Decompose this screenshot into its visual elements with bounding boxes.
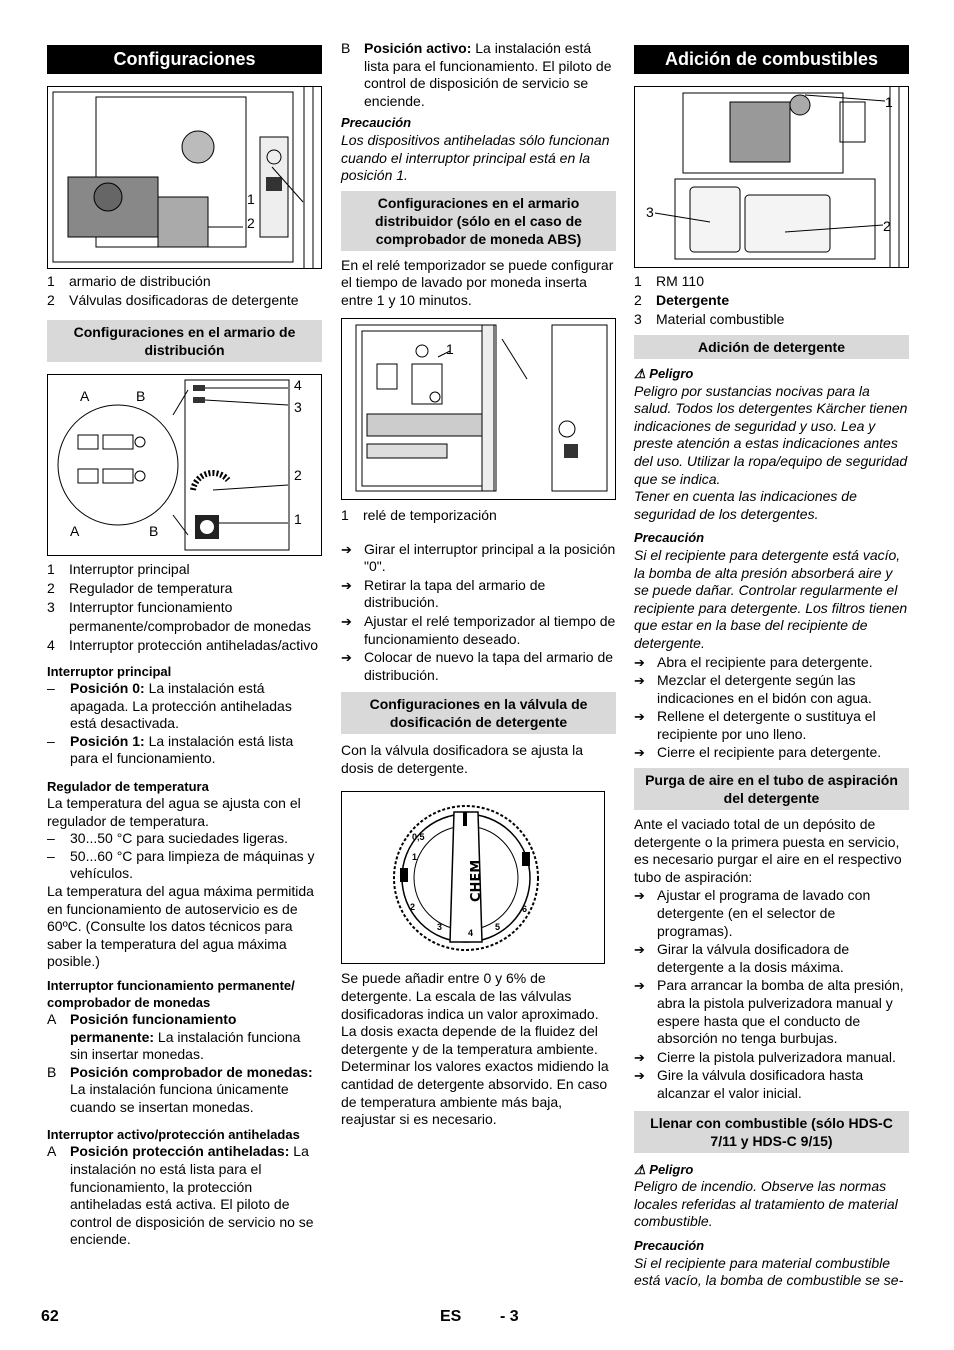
- arrow-icon: ➔: [634, 654, 645, 670]
- paragraph: Ante el vaciado total de un depósito de detergente o la primera puesta en servicio, es necesario purgar el aire en el respectivo tubo de aspiración:: [634, 816, 902, 885]
- column-3: [634, 40, 909, 1290]
- step-item: ➔ Rellene el detergente o sustituya el recipiente por uno lleno.: [634, 708, 876, 742]
- warning-icon: ⚠: [634, 366, 646, 381]
- section-title-configuraciones: Configuraciones: [47, 45, 322, 74]
- paragraph: Se puede añadir entre 0 y 6% de detergente. La escala de las válvulas dosificadoras indica un valor aproximado. La dosis exacta depende de la fluidez del detergente y de la temperatura ambiente. Determinar los valores exactos midiendo la cantidad de detergente absorvido. En caso de temperatura ambiente más baja, reajustar si es necesario.: [341, 970, 609, 1128]
- column-1: [47, 40, 322, 1249]
- page-number: 62: [41, 1308, 59, 1325]
- danger-text: Peligro de incendio. Observe las normas locales referidas al tratamiento de material combustible.: [634, 1178, 898, 1230]
- language-code: ES: [440, 1308, 462, 1325]
- caution-text: Si el recipiente para detergente está vacío, la bomba de alta presión absorberá aire y se puede dañar. Controlar regularmente el recipiente para detergente. Los filtros tienen que estar en la base del recipiente de detergente.: [634, 546, 908, 651]
- fig2-label-2: 2: [294, 467, 302, 483]
- step-item: ➔ Colocar de nuevo la tapa del armario de distribución.: [341, 649, 614, 683]
- fig2-label-1: 1: [294, 511, 302, 527]
- legend-item: 4 Interruptor protección antiheladas/activo: [47, 637, 319, 653]
- figure-tanks: [634, 86, 909, 268]
- paragraph: La temperatura del agua máxima permitida en funcionamiento de autoservicio es de 60ºC. (Consulte los datos técnicos para saber la temperatura del agua máxima posible.): [47, 882, 314, 970]
- list-item: B Posición activo: La instalación está lista para el funcionamiento. El piloto de control de disposición de servicio se enciende.: [341, 40, 612, 109]
- step-item: ➔ Abra el recipiente para detergente.: [634, 653, 873, 670]
- dial-mark: 0,5: [412, 832, 425, 843]
- step-item: ➔ Retirar la tapa del armario de distribución.: [341, 576, 546, 611]
- dial-brand: CHEM: [469, 860, 484, 903]
- subsection-valvula: Configuraciones en la válvula de dosificación de detergente: [341, 692, 616, 734]
- column-2: [341, 40, 616, 1129]
- step-item: ➔ Girar la válvula dosificadora de detergente a la dosis máxima.: [634, 941, 850, 975]
- arrow-icon: ➔: [634, 709, 645, 725]
- danger-label: ⚠ Peligro: [634, 1161, 694, 1177]
- figure-switch-panel: [47, 374, 322, 556]
- subsection-armario: Configuraciones en el armario de distribución: [47, 320, 322, 362]
- step-item: ➔ Cierre la pistola pulverizadora manual.: [634, 1048, 896, 1065]
- list-item: – Posición 1: La instalación está lista para el funcionamiento.: [47, 732, 294, 767]
- warning-icon: ⚠: [634, 1161, 646, 1177]
- page-sub-number: - 3: [500, 1308, 519, 1325]
- paragraph: Con la válvula dosificadora se ajusta la dosis de detergente.: [341, 742, 584, 776]
- list-item: – 30...50 °C para suciedades ligeras.: [47, 830, 289, 847]
- fig4-label-1: 1: [885, 94, 893, 110]
- arrow-icon: ➔: [341, 577, 352, 593]
- step-item: ➔ Ajustar el programa de lavado con detergente (en el selector de programas).: [634, 887, 871, 939]
- list-item: – Posición 0: La instalación está apagada. La protección antiheladas está desactivada.: [47, 680, 292, 732]
- legend-item: 3 Interruptor funcionamiento permanente/comprobador de monedas: [47, 599, 312, 634]
- danger-label: ⚠ Peligro: [634, 366, 694, 381]
- step-item: ➔ Para arrancar la bomba de alta presión, abra la pistola pulverizadora manual y espere hasta que el conducto de absorción no tenga burbujas.: [634, 977, 904, 1047]
- dial-mark: 2: [410, 902, 416, 913]
- dial-mark: 3: [437, 922, 443, 933]
- legend-item: 2 Válvulas dosificadoras de detergente: [47, 292, 299, 308]
- fig4-label-2: 2: [883, 218, 891, 234]
- figure-dosing-dial: [341, 791, 605, 964]
- fig2-label-a1: A: [80, 388, 90, 404]
- subsection-llenar: Llenar con combustible (sólo HDS-C 7/11 y HDS-C 9/15): [634, 1111, 909, 1153]
- heading-interruptor-funcionamiento: Interruptor funcionamiento permanente/ comprobador de monedas: [47, 977, 295, 1010]
- paragraph: La temperatura del agua se ajusta con el regulador de temperatura.: [47, 794, 301, 829]
- figure-legend-3: [341, 506, 616, 525]
- fig2-label-b2: B: [149, 523, 159, 539]
- arrow-icon: ➔: [634, 1068, 645, 1084]
- caution-text: Si el recipiente para material combustible está vacío, la bomba de combustible se se-: [634, 1254, 904, 1289]
- fig2-label-3: 3: [294, 399, 302, 415]
- caution-label: Precaución: [634, 530, 705, 546]
- legend-item: 2 Regulador de temperatura: [47, 580, 233, 596]
- step-item: ➔ Mezclar el detergente según las indicaciones en el bidón con agua.: [634, 672, 872, 706]
- subsection-abs: Configuraciones en el armario distribuidor (sólo en el caso de comprobador de moneda ABS): [341, 191, 616, 251]
- dial-mark: 1: [412, 852, 418, 863]
- heading-interruptor-activo: Interruptor activo/protección antiheladas: [47, 1127, 300, 1143]
- list-item: B Posición comprobador de monedas: La instalación funciona únicamente cuando se insertan monedas.: [47, 1063, 313, 1115]
- figure-legend-1: [47, 272, 322, 310]
- legend-item: 1 relé de temporización: [341, 506, 497, 523]
- arrow-icon: ➔: [341, 613, 352, 629]
- danger-text: Tener en cuenta las indicaciones de seguridad de los detergentes.: [634, 488, 857, 522]
- steps-list: [634, 654, 909, 763]
- arrow-icon: ➔: [341, 541, 352, 557]
- caution-text: Los dispositivos antiheladas sólo funcionan cuando el interruptor principal está en la posición 1.: [341, 131, 610, 184]
- subsection-purga: Purga de aire en el tubo de aspiración del detergente: [634, 768, 909, 810]
- step-item: ➔ Ajustar el relé temporizador al tiempo de funcionamiento deseado.: [341, 612, 616, 647]
- figure-machine-overview: [47, 86, 322, 269]
- arrow-icon: ➔: [634, 745, 645, 761]
- fig4-label-3: 3: [646, 204, 654, 220]
- arrow-icon: ➔: [634, 888, 645, 904]
- heading-interruptor-principal: Interruptor principal: [47, 664, 172, 679]
- dosing-dial-illustration: [342, 792, 604, 963]
- fig3-label-1: 1: [446, 340, 454, 357]
- heading-regulador: Regulador de temperatura: [47, 778, 209, 794]
- steps-list: [634, 887, 909, 1102]
- paragraph: En el relé temporizador se puede configurar el tiempo de lavado por moneda inserta entre 1 y 10 minutos.: [341, 256, 614, 308]
- figure-relay-cabinet: [341, 318, 616, 500]
- subsection-detergente: Adición de detergente: [634, 335, 909, 359]
- figure-legend-2: [47, 560, 322, 655]
- arrow-icon: ➔: [341, 650, 352, 666]
- step-item: ➔ Gire la válvula dosificadora hasta alcanzar el valor inicial.: [634, 1067, 864, 1101]
- fig1-label-2: 2: [247, 215, 255, 231]
- legend-item: 1 armario de distribución: [47, 273, 211, 289]
- step-item: ➔ Girar el interruptor principal a la posición "0".: [341, 540, 616, 575]
- steps-list: [341, 541, 616, 685]
- arrow-icon: ➔: [634, 942, 645, 958]
- legend-item: 3 Material combustible: [634, 311, 785, 327]
- caution-label: Precaución: [634, 1237, 705, 1253]
- list-item: A Posición protección antiheladas: La instalación no está lista para el funcionamiento, la protección antiheladas está activa. El piloto de control de disposición de servicio no se enciende.: [47, 1143, 314, 1248]
- relay-cabinet-illustration: [342, 319, 615, 499]
- dial-mark: 6: [522, 904, 528, 915]
- fig2-label-4: 4: [294, 377, 302, 393]
- arrow-icon: ➔: [634, 673, 645, 689]
- arrow-icon: ➔: [634, 978, 645, 994]
- caution-label: Precaución: [341, 115, 412, 131]
- fig2-label-b1: B: [136, 388, 146, 404]
- section-title-combustibles: Adición de combustibles: [634, 45, 909, 74]
- fig2-label-a2: A: [70, 523, 80, 539]
- step-item: ➔ Cierre el recipiente para detergente.: [634, 744, 882, 761]
- dial-mark: 4: [468, 928, 474, 939]
- list-item: A Posición funcionamiento permanente: La instalación funciona sin insertar monedas.: [47, 1010, 301, 1063]
- dial-mark: 5: [495, 922, 501, 933]
- figure-legend-4: [634, 272, 909, 329]
- list-item: – 50...60 °C para limpieza de máquinas y vehículos.: [47, 847, 315, 882]
- arrow-icon: ➔: [634, 1049, 645, 1065]
- danger-text: Peligro por sustancias nocivas para la salud. Todos los detergentes Kärcher tienen indicaciones de seguridad y uso. Lea y preste atención a estas indicaciones antes del uso. Utilizar la ropa/equipo de seguridad que se indica.: [634, 382, 908, 487]
- tanks-illustration: [635, 87, 908, 267]
- machine-illustration: [48, 87, 321, 268]
- legend-item: 2 Detergente: [634, 292, 730, 308]
- legend-item: 1 Interruptor principal: [47, 561, 190, 577]
- fig1-label-1: 1: [247, 191, 255, 207]
- legend-item: 1 RM 110: [634, 273, 704, 289]
